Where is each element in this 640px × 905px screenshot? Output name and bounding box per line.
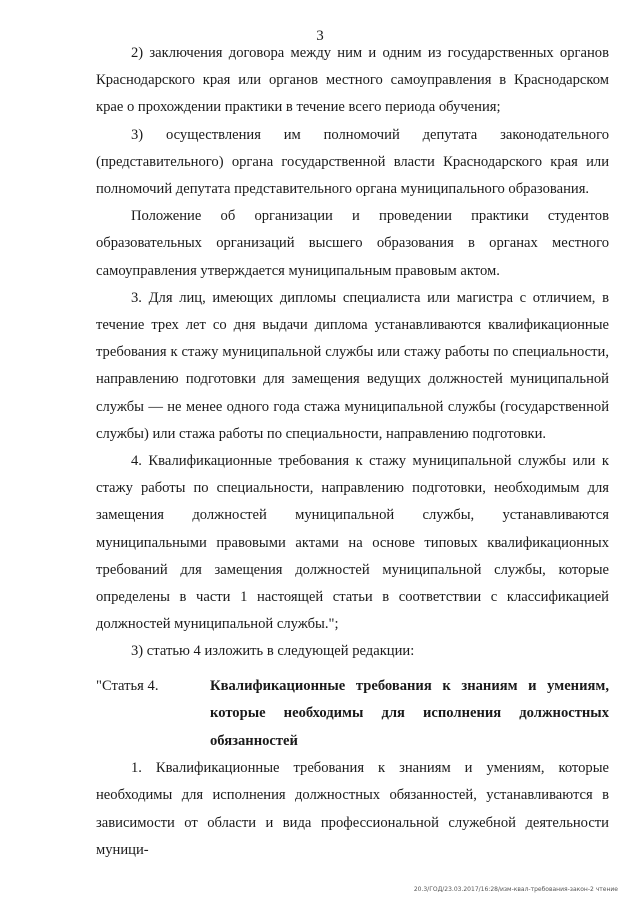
- paragraph: 1. Квалификационные требования к знаниям и умениям, которые необходимы для исполнения должностных обязанностей, устанавливаются в зависимости от области и вида профессиональной служебной деятельности муници-: [96, 760, 609, 858]
- paragraph: 3) осуществления им полномочий депутата законодательного (представительного) органа государственной власти Краснодарского края или полномочий депутата представительного органа муниципального образования.: [96, 126, 609, 198]
- paragraph: 3) статью 4 изложить в следующей редакции:: [131, 643, 415, 660]
- article-label: "Статья 4.: [96, 677, 159, 694]
- document-footer-stamp: 20.3/ГОД/23.03.2017/16:28/изм-квал-требования-закон-2 чтение: [413, 886, 618, 893]
- paragraph: Положение об организации и проведении практики студентов образовательных организаций высшего образования в органах местного самоуправления утверждается муниципальным правовым актом.: [96, 208, 609, 279]
- paragraph: 3. Для лиц, имеющих дипломы специалиста или магистра с отличием, в течение трех лет со дня выдачи диплома устанавливаются квалификационные требования к стажу муниципальной службы или стажу работы по специальности, направлению подготовки для замещения ведущих должностей муниципальной службы — не менее одного года стажа муниципальной службы (государственной службы) или стажа работы по специальности, направлению подготовки.: [96, 289, 609, 442]
- paragraph: 4. Квалификационные требования к стажу муниципальной службы или к стажу работы по специальности, направлению подготовки, необходимым для замещения должностей муниципальной службы, устанавливаются муниципальными правовыми актами на основе типовых квалификационных требований для замещения должностей муниципальной службы, которые определены в части 1 настоящей статьи в соответствии с классификацией должностей муниципальной службы.";: [96, 453, 609, 633]
- page-number: 3: [316, 28, 324, 44]
- document-body: [96, 40, 609, 864]
- article-title: Квалификационные требования к знаниям и умениям, которые необходимы для исполнения должностных обязанностей: [210, 677, 609, 749]
- paragraph: 2) заключения договора между ним и одним из государственных органов Краснодарского края или органов местного самоуправления в Краснодарском крае о прохождении практики в течение всего периода обучения;: [96, 45, 609, 116]
- article-heading: [96, 673, 609, 756]
